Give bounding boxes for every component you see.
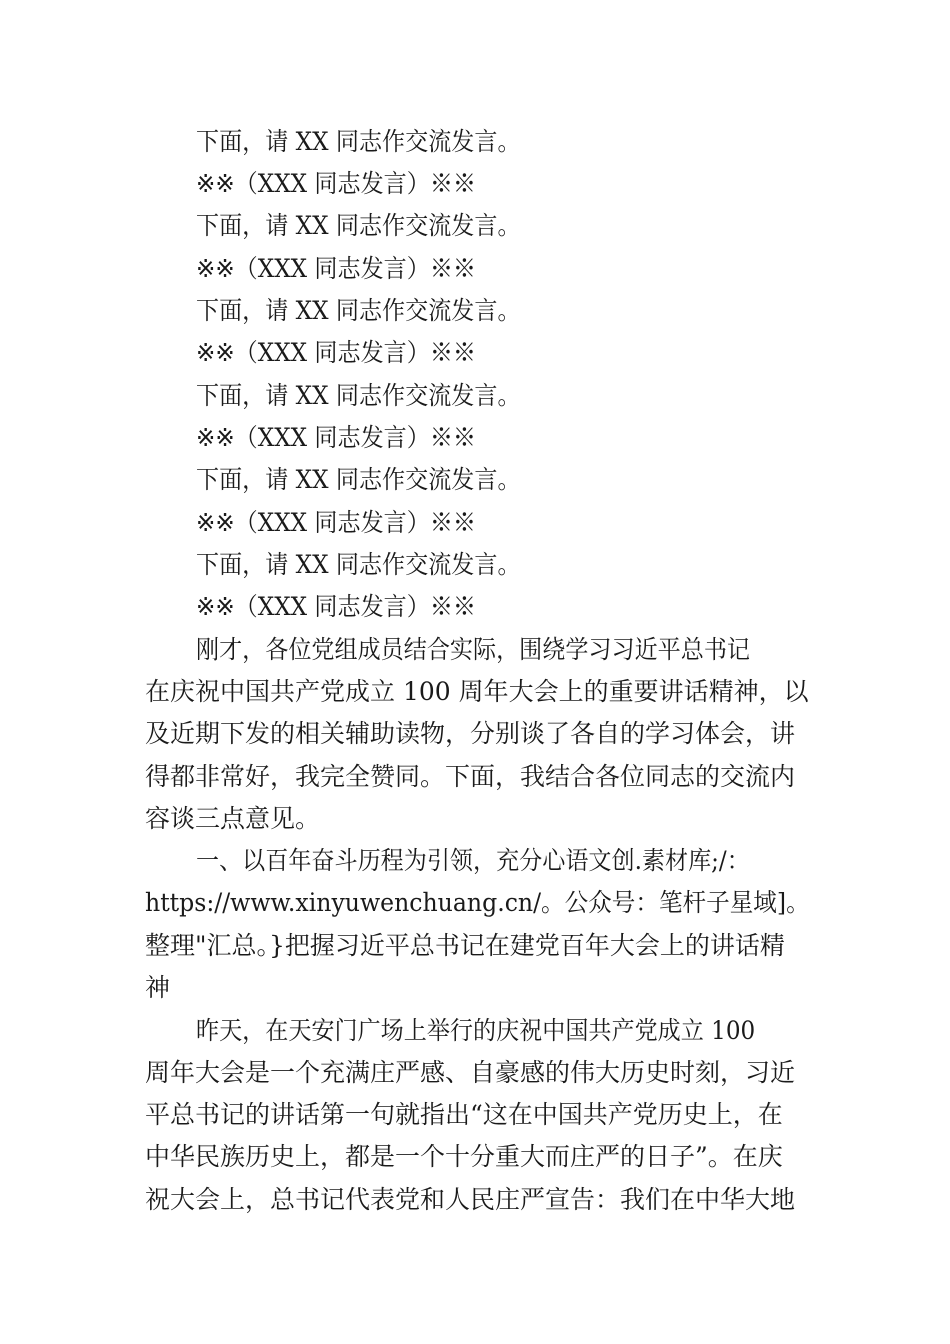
text-line: 昨天，在天安门广场上举行的庆祝中国共产党成立 100 — [196, 1016, 756, 1045]
text-line: 下面，请 XX 同志作交流发言。 — [196, 296, 521, 325]
text-line: ※※（XXX 同志发言）※※ — [196, 592, 476, 621]
text-line: 在庆祝中国共产党成立 100 周年大会上的重要讲话精神，以 — [145, 677, 809, 706]
text-line: 下面，请 XX 同志作交流发言。 — [196, 211, 521, 240]
text-line: 刚才，各位党组成员结合实际，围绕学习习近平总书记 — [196, 635, 750, 664]
text-line: 平总书记的讲话第一句就指出“这在中国共产党历史上，在 — [145, 1100, 783, 1129]
text-line: 容谈三点意见。 — [145, 804, 321, 833]
text-line: 下面，请 XX 同志作交流发言。 — [196, 127, 521, 156]
text-line: 下面，请 XX 同志作交流发言。 — [196, 550, 521, 579]
text-line: ※※（XXX 同志发言）※※ — [196, 423, 476, 452]
text-line: 神 — [145, 973, 171, 1002]
text-line: 及近期下发的相关辅助读物，分别谈了各自的学习体会，讲 — [145, 719, 796, 748]
text-line: https://www.xinyuwenchuang.cn/。公众号：笔杆子星域]。 — [145, 888, 810, 917]
text-line: ※※（XXX 同志发言）※※ — [196, 169, 476, 198]
text-line: ※※（XXX 同志发言）※※ — [196, 254, 476, 283]
text-line: ※※（XXX 同志发言）※※ — [196, 338, 476, 367]
section-heading-line: 一、以百年奋斗历程为引领，充分心语文创.素材库;/： — [196, 846, 750, 875]
text-line: 周年大会是一个充满庄严感、自豪感的伟大历史时刻，习近 — [145, 1058, 796, 1087]
text-line: 祝大会上，总书记代表党和人民庄严宣告：我们在中华大地 — [145, 1185, 796, 1214]
text-line: ※※（XXX 同志发言）※※ — [196, 508, 476, 537]
text-line: 下面，请 XX 同志作交流发言。 — [196, 465, 521, 494]
text-line: 下面，请 XX 同志作交流发言。 — [196, 381, 521, 410]
text-line: 中华民族历史上，都是一个十分重大而庄严的日子”。在庆 — [145, 1142, 783, 1171]
text-line: 得都非常好，我完全赞同。下面，我结合各位同志的交流内 — [145, 762, 796, 791]
text-line: 整理"汇总。}把握习近平总书记在建党百年大会上的讲话精 — [145, 931, 785, 960]
